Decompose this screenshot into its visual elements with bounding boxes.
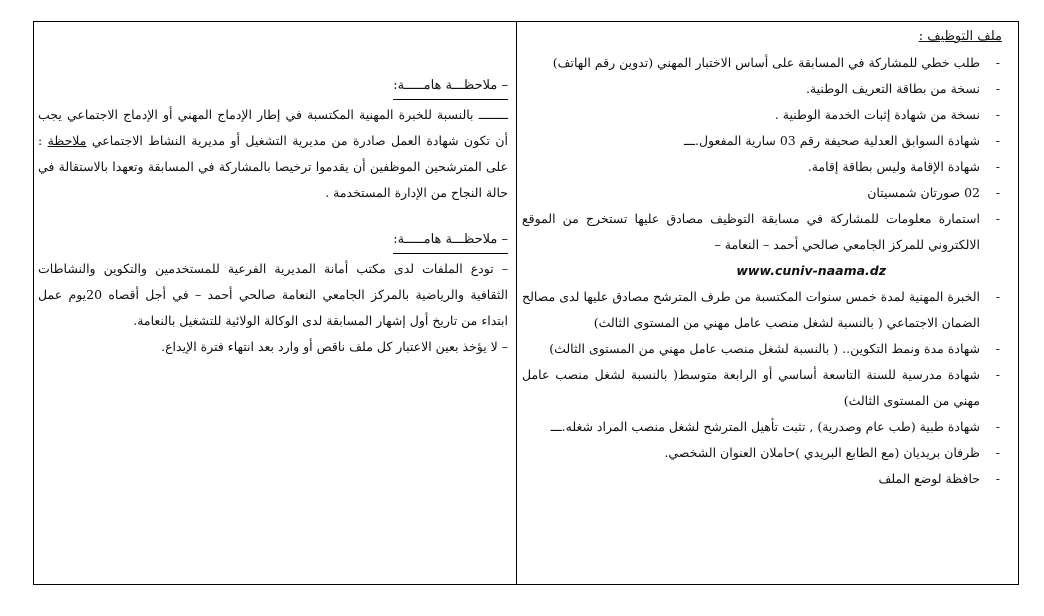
note1-body — [38, 102, 508, 206]
website-link[interactable]: www.cuniv-naama.dz — [736, 263, 886, 278]
note1-text2: : على المترشحين الموظفين أن يقدموا ترخيصا بالمشاركة في المسابقة وتعهدا بالاستقالة في حالة النجاح من الإدارة المستخدمة . — [38, 133, 509, 200]
note1-text: بالنسبة للخبرة المهنية المكتسبة في إطار الإدماج المهني أو الإدماج الاجتماعي يجب أن تكون شهادة العمل صادرة من مديرية التشغيل أو مديرية النشاط الاجتماعي — [38, 107, 509, 148]
list-item: - شهادة طبية (طب عام وصدرية) , تثبت تأهيل المترشح لشغل منصب المراد شغله.ـــ — [522, 414, 980, 440]
list-item: - طلب خطي للمشاركة في المسابقة على أساس الاختبار المهني (تدوين رقم الهاتف) — [522, 50, 980, 76]
note1-label: ملاحظة — [47, 133, 87, 148]
list-item: - شهادة مدرسية للسنة التاسعة أساسي أو الرابعة متوسط( بالنسبة لشغل منصب عامل مهني من المستوى الثالث) — [522, 362, 980, 414]
list-item: - شهادة السوابق العدلية صحيفة رقم 03 سارية المفعول.ـــ — [522, 128, 980, 154]
note2-text2: – لا يؤخذ بعين الاعتبار كل ملف ناقص أو وارد بعد انتهاء فترة الإيداع. — [161, 339, 508, 354]
list-item — [522, 206, 980, 284]
column-divider — [516, 21, 517, 585]
note2-title: – ملاحظـــة هامـــــة: — [393, 227, 508, 254]
note-section-2 — [38, 226, 508, 360]
list-item: - شهادة الإقامة وليس بطاقة إقامة. — [522, 154, 980, 180]
recruitment-file-column — [522, 24, 1002, 492]
list-item: - ظرفان بريديان (مع الطابع البريدي )حاملان العنوان الشخصي. — [522, 440, 980, 466]
list-item: - الخبرة المهنية لمدة خمس سنوات المكتسبة من طرف المترشح مصادق عليها لدى مصالح الضمان الاجتماعي ( بالنسبة لشغل منصب عامل مهني من المستوى الثالث) — [522, 284, 980, 336]
file-items-list — [522, 50, 1002, 492]
note1-lead: ــــــــ — [478, 107, 508, 122]
list-item: - نسخة من بطاقة التعريف الوطنية. — [522, 76, 980, 102]
note2-text: – تودع الملفات لدى مكتب أمانة المديرية الفرعية للمستخدمين والتكوين والنشاطات الثقافية والرياضية بالمركز الجامعي النعامة صالحي أحمد – في أجل أقصاه 20يوم عمل ابتداء من تاريخ أول إشهار المسابقة لدى الوكالة الولائية للتشغيل بالنعامة. — [38, 261, 508, 328]
notes-column — [38, 72, 508, 360]
list-item: - حافظة لوضع الملف — [522, 466, 980, 492]
form-item-text: استمارة معلومات للمشاركة في مسابقة التوظيف مصادق عليها تستخرج من الموقع الالكتروني للمركز الجامعي صالحي أحمد – النعامة – — [522, 211, 980, 252]
file-title: ملف التوظيف : — [918, 29, 1002, 44]
list-item: - شهادة مدة ونمط التكوين.. ( بالنسبة لشغل منصب عامل مهني من المستوى الثالث) — [522, 336, 980, 362]
list-item: - 02 صورتان شمسيتان — [522, 180, 980, 206]
note-section-1 — [38, 72, 508, 206]
note1-title: – ملاحظـــة هامـــــة: — [393, 73, 508, 100]
list-item: - نسخة من شهادة إثبات الخدمة الوطنية . — [522, 102, 980, 128]
